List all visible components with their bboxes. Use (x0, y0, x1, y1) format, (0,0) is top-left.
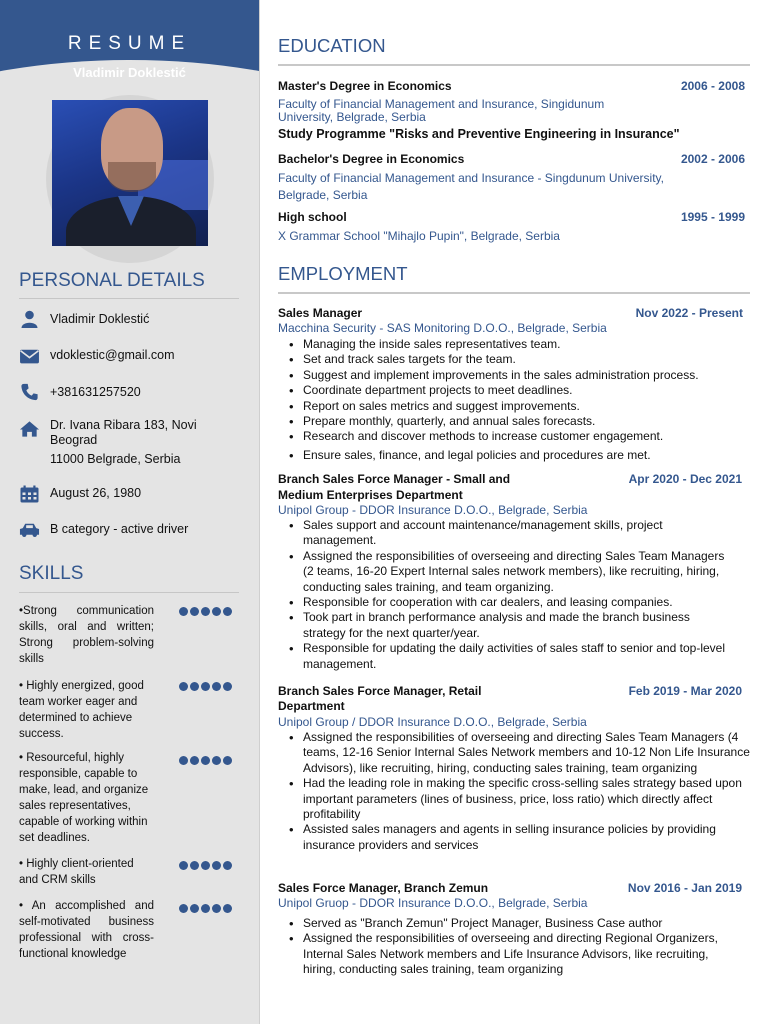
personal-name: Vladimir Doklestić (50, 312, 150, 326)
job-dates: Nov 2016 - Jan 2019 (627, 881, 742, 895)
duty-item: • Served as "Branch Zemun" Project Manager, Business Case author (303, 916, 733, 931)
divider (19, 298, 239, 299)
duty-item: • Sales support and account maintenance/management skills, project management. (303, 518, 733, 549)
job-title: Department (278, 699, 345, 713)
duty-item: • Report on sales metrics and suggest improvements. (303, 399, 743, 414)
school-name: X Grammar School "Mihajlo Pupin", Belgrade, Serbia (278, 229, 560, 243)
education-heading: EDUCATION (278, 35, 386, 56)
job-title: Branch Sales Force Manager - Small and (278, 472, 511, 486)
school-name: Belgrade, Serbia (278, 188, 368, 202)
personal-phone[interactable]: +381631257520 (50, 385, 141, 399)
degree-title: Bachelor's Degree in Economics (278, 152, 465, 166)
divider (19, 592, 239, 593)
resume-title: RESUME (67, 33, 192, 54)
job-company: Unipol Group - DDOR Insurance D.O.O., Belgrade, Serbia (278, 503, 588, 517)
address-line-2: Beograd (50, 433, 98, 447)
duty-item: • Assigned the responsibilities of overseeing and directing Regional Organizers, Internal Sales Network members and Life Insurance Advisors, like recruiting, hiring, conducting sales training, team organizing (303, 931, 733, 977)
duty-item: • Took part in branch performance analysis and made the branch business strategy for the next quarter/year. (303, 610, 733, 641)
phone-icon (19, 383, 40, 401)
job-title: Sales Manager (278, 306, 363, 320)
job-duties (303, 916, 733, 978)
degree-note: Study Programme "Risks and Preventive Engineering in Insurance" (278, 127, 680, 141)
address-line-1: Dr. Ivana Ribara 183, Novi (50, 418, 197, 432)
duty-item: • Coordinate department projects to meet deadlines. (303, 383, 743, 398)
job-company: Unipol Gruop - DDOR Insurance D.O.O., Belgrade, Serbia (278, 896, 588, 910)
duty-item: • Assigned the responsibilities of overseeing and directing Sales Team Managers (2 teams, 16-20 Expert Internal sales network members), like recruiting, hiring, conducting sales training, and team organizing. (303, 549, 733, 595)
duty-item: • Responsible for cooperation with car dealers, and leasing companies. (303, 595, 733, 610)
personal-email[interactable]: vdoklestic@gmail.com (50, 348, 175, 362)
job-dates: Nov 2022 - Present (635, 306, 743, 320)
employment-heading: EMPLOYMENT (278, 263, 408, 284)
envelope-icon (19, 347, 40, 365)
skill-item: •Strong communication skills, oral and written; Strong problem-solving skills (19, 605, 154, 665)
school-name: Faculty of Financial Management and Insurance, Singidunum (278, 97, 605, 111)
duty-item: • Responsible for updating the daily activities of sales staff to senior and top-level management. (303, 641, 733, 672)
job-title: Branch Sales Force Manager, Retail (278, 684, 482, 698)
job-dates: Apr 2020 - Dec 2021 (628, 472, 742, 486)
job-duties (303, 518, 733, 672)
duty-item: • Research and discover methods to increase customer engagement. (303, 429, 743, 444)
duty-item: • Assisted sales managers and agents in selling insurance policies by providing insurance providers and services (303, 822, 750, 853)
duty-item: • Suggest and implement improvements in the sales administration process. (303, 368, 743, 383)
duty-item: • Set and track sales targets for the team. (303, 352, 743, 367)
home-icon (19, 420, 40, 438)
degree-title: High school (278, 210, 347, 224)
job-company: Unipol Group / DDOR Insurance D.O.O., Belgrade, Serbia (278, 715, 587, 729)
skill-rating (179, 861, 232, 870)
divider (278, 64, 750, 66)
skill-rating (179, 682, 232, 691)
skill-item: • An accomplished and self-motivated business professional with cross-functional knowledge (19, 900, 154, 960)
job-duties (303, 337, 743, 463)
degree-title: Master's Degree in Economics (278, 79, 452, 93)
skill-rating (179, 756, 232, 765)
duty-item: • Had the leading role in making the specific cross-selling sales strategy based upon important parameters (lines of business, price, loss ratio) which directly affect profitability (303, 776, 750, 822)
duty-item: • Ensure sales, finance, and legal policies and procedures are met. (303, 448, 743, 463)
degree-dates: 2002 - 2006 (680, 152, 745, 166)
skill-rating (179, 904, 232, 913)
address-line-3: 11000 Belgrade, Serbia (50, 452, 181, 466)
divider (278, 292, 750, 294)
skill-item: • Highly energized, good team worker eager and determined to achieve success. (19, 680, 144, 740)
user-icon (19, 310, 40, 328)
duty-item: • Prepare monthly, quarterly, and annual sales forecasts. (303, 414, 743, 429)
duty-item: • Assigned the responsibilities of overseeing and directing Sales Team Managers (4 teams, 12-16 Senior Internal Sales Network members and 10-12 Non Life Insurance Advisors), like recruiting, hiring, conducting sales training, team organizing (303, 730, 750, 776)
skills-heading: SKILLS (19, 563, 84, 584)
school-name: Faculty of Financial Management and Insurance - Singdunum University, (278, 171, 664, 185)
car-icon (19, 521, 40, 539)
skill-item: • Resourceful, highly responsible, capable to make, lead, and organize sales representatives, capable of working within set deadlines. (19, 752, 149, 844)
skill-rating (179, 607, 232, 616)
job-dates: Feb 2019 - Mar 2020 (628, 684, 742, 698)
sidebar (0, 0, 260, 1024)
resume-name: Vladimir Doklestić (73, 65, 186, 80)
school-name: University, Belgrade, Serbia (278, 110, 426, 124)
degree-dates: 1995 - 1999 (680, 210, 745, 224)
job-title: Sales Force Manager, Branch Zemun (278, 881, 489, 895)
job-title: Medium Enterprises Department (278, 488, 463, 502)
personal-driving: B category - active driver (50, 522, 189, 536)
personal-details-heading: PERSONAL DETAILS (19, 270, 205, 291)
profile-photo (52, 100, 208, 246)
skill-item: • Highly client-oriented and CRM skills (19, 858, 134, 886)
degree-dates: 2006 - 2008 (680, 79, 745, 93)
personal-birthdate: August 26, 1980 (50, 486, 142, 500)
duty-item: • Managing the inside sales representatives team. (303, 337, 743, 352)
job-duties (303, 730, 750, 853)
calendar-icon (19, 485, 40, 503)
job-company: Macchina Security - SAS Monitoring D.O.O., Belgrade, Serbia (278, 321, 607, 335)
